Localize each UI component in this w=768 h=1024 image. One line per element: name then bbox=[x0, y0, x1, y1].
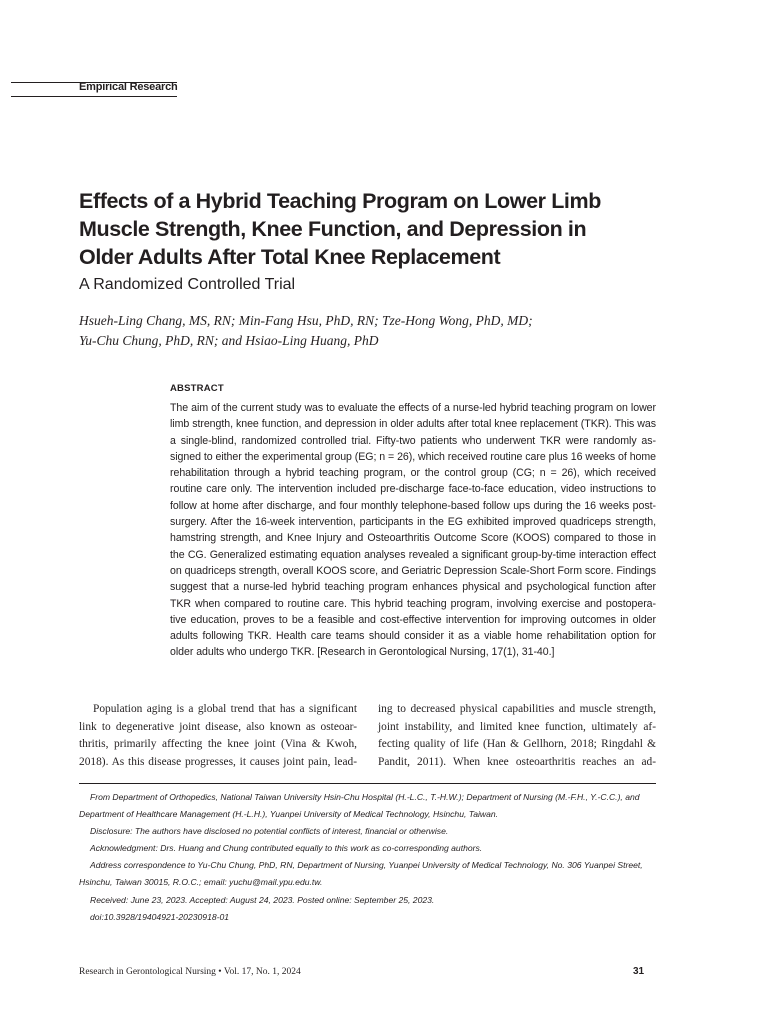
body-line: joint instability, and limited knee function, ultimately af- bbox=[378, 720, 656, 733]
affiliation-line: Department of Healthcare Management (H.-L.H.), Yuanpei University of Medical Technology, Hsinchu, Taiwan. bbox=[79, 809, 499, 820]
abstract-body bbox=[170, 400, 656, 661]
abstract-heading: ABSTRACT bbox=[170, 383, 224, 394]
section-label: Empirical Research bbox=[79, 81, 178, 93]
abstract-line: The aim of the current study was to evaluate the effects of a nurse-led hybrid teaching program on lower bbox=[170, 402, 656, 414]
section-label-rule bbox=[11, 96, 177, 97]
author-line: Yu-Chu Chung, PhD, RN; and Hsiao-Ling Huang, PhD bbox=[79, 333, 379, 348]
author-list bbox=[79, 311, 533, 351]
body-column-right bbox=[378, 701, 656, 771]
abstract-line: hamstring strength, and Knee Injury and Osteoarthritis Outcome Score (KOOS) compared to those in bbox=[170, 532, 656, 545]
body-line: Population aging is a global trend that has a significant bbox=[93, 703, 357, 715]
footnotes bbox=[79, 789, 656, 926]
abstract-line: on quadriceps strength, overall KOOS score, and Geriatric Depression Scale-Short Form score. Findings bbox=[170, 564, 657, 577]
abstract-line: rehabilitation through a hybrid teaching program, or the control group (CG; n = 26), which received bbox=[170, 467, 656, 480]
abstract-line: the CG. Generalized estimating equation analyses revealed a significant group-by-time interaction effect bbox=[170, 548, 656, 561]
page-number: 31 bbox=[633, 966, 645, 977]
correspondence-line: Address correspondence to Yu-Chu Chung, PhD, RN, Department of Nursing, Yuanpei University of Medical Technology, No. 306 Yuanpei Street, bbox=[90, 860, 643, 871]
doi-link[interactable]: doi:10.3928/19404921-20230918-01 bbox=[90, 911, 230, 922]
title-line: Effects of a Hybrid Teaching Program on Lower Limb bbox=[79, 189, 601, 213]
disclosure-note: Disclosure: The authors have disclosed no potential conflicts of interest, financial or otherwise. bbox=[90, 826, 449, 837]
footnote-divider bbox=[79, 783, 656, 784]
body-line: 2018). As this disease progresses, it causes joint pain, lead- bbox=[79, 755, 357, 768]
affiliation-line: From Department of Orthopedics, National Taiwan University Hsin-Chu Hospital (H.-L.C., T.-H.W.); Department of Nursing (M.-F.H., Y.-C.C.), and bbox=[90, 792, 640, 802]
body-line: ing to decreased physical capabilities and muscle strength, bbox=[378, 703, 656, 715]
author-line: Hsueh-Ling Chang, MS, RN; Min-Fang Hsu, PhD, RN; Tze-Hong Wong, PhD, MD; bbox=[79, 313, 533, 328]
acknowledgment-note: Acknowledgment: Drs. Huang and Chung contributed equally to this work as co-corresponding authors. bbox=[90, 843, 483, 854]
body-line: Pandit, 2011). When knee osteoarthritis reaches an ad- bbox=[378, 755, 656, 768]
article-title bbox=[79, 187, 639, 271]
title-line: Muscle Strength, Knee Function, and Depression in bbox=[79, 217, 587, 241]
abstract-line: older adults who undergo TKR. [Research in Gerontological Nursing, 17(1), 31-40.] bbox=[170, 646, 555, 659]
body-line: link to degenerative joint disease, also known as osteoar- bbox=[79, 720, 357, 733]
body-line: fecting quality of life (Han & Gellhorn, 2018; Ringdahl & bbox=[378, 738, 656, 750]
correspondence-line: Hsinchu, Taiwan 30015, R.O.C.; email: yuchu@mail.ypu.edu.tw. bbox=[79, 877, 323, 888]
body-column-left bbox=[79, 701, 357, 771]
abstract-line: limb strength, knee function, and depression in older adults after total knee replacement (TKR). This was bbox=[170, 418, 656, 431]
abstract-line: tive education, proves to be a feasible and cost-effective intervention for improving outcomes in older bbox=[170, 613, 656, 626]
abstract-line: TKR when compared to routine care. This hybrid teaching program, involving exercise and postopera- bbox=[170, 597, 656, 610]
journal-citation: Research in Gerontological Nursing • Vol. 17, No. 1, 2024 bbox=[79, 967, 301, 977]
abstract-line: adults following TKR. Health care teams should consider it as a viable home rehabilitation option for bbox=[170, 630, 656, 643]
dates-note: Received: June 23, 2023. Accepted: August 24, 2023. Posted online: September 25, 2023. bbox=[90, 894, 435, 905]
article-subtitle: A Randomized Controlled Trial bbox=[79, 276, 296, 293]
abstract-line: suggest that a nurse-led hybrid teaching program enhances physical and psychological function after bbox=[170, 581, 656, 594]
title-line: Older Adults After Total Knee Replacement bbox=[79, 245, 501, 269]
body-line: thritis, primarily affecting the knee joint (Vina & Kwoh, bbox=[79, 738, 357, 750]
abstract-line: routine care only. The intervention included pre-discharge face-to-face education, video instructions to bbox=[170, 483, 656, 496]
abstract-line: signed to either the experimental group (EG; n = 26), which received routine care plus 16 weeks of home bbox=[170, 450, 656, 463]
abstract-line: surgery. After the 16-week intervention, participants in the EG exhibited improved quadriceps strength, bbox=[170, 516, 656, 529]
abstract-line: follow at home after discharge, and four monthly telephone-based follow ups during the 16 weeks post- bbox=[170, 499, 656, 512]
abstract-line: a single-blind, randomized controlled trial. Fifty-two patients who underwent TKR were randomly as- bbox=[170, 434, 656, 447]
